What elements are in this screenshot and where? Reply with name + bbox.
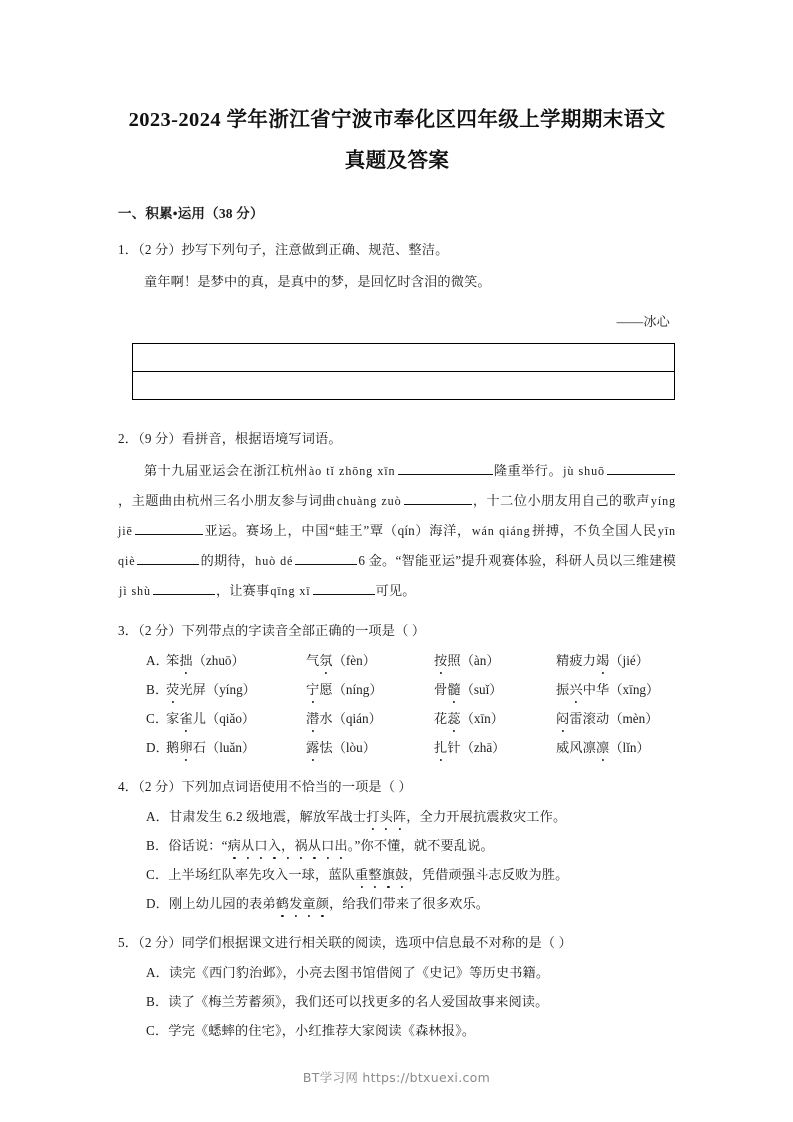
- question-4-options: [118, 802, 676, 918]
- q2-pinyin-7: huò dé: [255, 554, 294, 568]
- q2-text-1: 第十九届亚运会在浙江杭州: [144, 463, 308, 478]
- option-label: B．: [146, 838, 169, 853]
- option-text: 威风凛: [556, 740, 597, 755]
- q2-text-3: ，主题曲由杭州三名小朋友参与词曲: [118, 493, 336, 508]
- q2-text-2: 隆重举行。: [493, 463, 563, 478]
- option-text: ，给我们带来了很多欢乐。: [329, 896, 490, 911]
- handwriting-row[interactable]: [133, 344, 674, 371]
- option-label: D．: [146, 740, 170, 755]
- option-text: 笨: [166, 653, 180, 668]
- option-text: 振: [556, 682, 570, 697]
- option-pinyin: （xīn）: [460, 711, 504, 726]
- option-label: C．: [146, 867, 169, 882]
- option-item: [556, 675, 659, 704]
- option-pinyin: （lòu）: [332, 740, 376, 755]
- option-pinyin: （yíng）: [206, 682, 256, 697]
- option-row[interactable]: A．读完《西门豹治邺》，小亮去图书馆借阅了《史记》等历史书籍。: [146, 965, 550, 980]
- dotted-emphasis: 雀: [179, 711, 193, 726]
- q2-pinyin-4: yíng jiē: [118, 494, 676, 538]
- option-pinyin: （fèn）: [332, 653, 376, 668]
- question-3-stem: 3．（2 分）下列带点的字读音全部正确的一项是（ ）: [118, 623, 426, 638]
- dotted-emphasis: 蕊: [447, 711, 461, 726]
- option-text: 照: [447, 653, 461, 668]
- option-row[interactable]: [118, 889, 676, 918]
- dotted-emphasis: 宁: [306, 682, 320, 697]
- q2-pinyin-8: jì shù: [119, 584, 151, 598]
- option-item: [166, 733, 306, 762]
- option-row[interactable]: [118, 860, 676, 889]
- option-label: D．: [146, 896, 170, 911]
- question-5-stem: 5．（2 分）同学们根据课文进行相关联的阅读，选项中信息最不对称的是（ ）: [118, 935, 572, 950]
- question-1-attribution: ——冰心: [616, 314, 670, 329]
- option-item: [166, 646, 306, 675]
- option-row[interactable]: [118, 704, 676, 733]
- option-item: [306, 675, 434, 704]
- question-4: [118, 772, 676, 918]
- q2-text-10: 可见。: [375, 583, 416, 598]
- option-text: 雷滚动: [569, 711, 610, 726]
- dotted-emphasis: 病从口入，祸从口出: [227, 838, 348, 853]
- option-item: [306, 704, 434, 733]
- q2-text-9: ，让赛事: [215, 583, 270, 598]
- q2-blank-2[interactable]: [607, 459, 675, 475]
- option-text: 中华: [582, 682, 610, 697]
- option-label: C．: [146, 711, 169, 726]
- dotted-emphasis: 拙: [179, 653, 193, 668]
- question-3-options: [118, 646, 676, 762]
- q2-blank-1[interactable]: [398, 459, 493, 475]
- section-heading: 一、积累•运用（38 分）: [118, 206, 264, 221]
- q2-text-6: 拼搏，不负全国人民: [531, 523, 657, 538]
- question-5-options: [118, 958, 676, 1045]
- option-pinyin: （qián）: [332, 711, 382, 726]
- handwriting-answer-box[interactable]: [132, 343, 675, 400]
- option-text: 愿: [319, 682, 333, 697]
- question-1: [118, 235, 676, 400]
- option-text: 刚上幼儿园的表弟: [169, 896, 276, 911]
- dotted-emphasis: 扎: [434, 740, 448, 755]
- question-4-stem: 4．（2 分）下列加点词语使用不恰当的一项是（ ）: [118, 779, 412, 794]
- question-1-sentence: 童年啊！是梦中的真，是真中的梦，是回忆时含泪的微笑。: [144, 274, 491, 289]
- option-pinyin: （mèn）: [609, 711, 659, 726]
- dotted-emphasis: 露: [306, 740, 320, 755]
- q2-text-8: 6 金。“智能亚运”提升观赛体验，科研人员以三维建模: [358, 553, 677, 568]
- question-2-stem: 2．（9 分）看拼音，根据语境写词语。: [118, 431, 342, 446]
- option-text: 家: [166, 711, 180, 726]
- dotted-emphasis: 按: [434, 653, 448, 668]
- option-text: ，凭借顽强斗志反败为胜。: [408, 867, 569, 882]
- option-item: [166, 675, 306, 704]
- option-item: [166, 704, 306, 733]
- q2-pinyin-5: wán qiáng: [471, 524, 531, 538]
- question-5: [118, 928, 676, 1045]
- option-item: [556, 733, 650, 762]
- title-line-2: 真题及答案: [344, 150, 450, 172]
- dotted-emphasis: 鹤发童颜: [275, 896, 330, 911]
- option-text: 石: [192, 740, 207, 755]
- dotted-emphasis: 氛: [319, 653, 333, 668]
- option-text: 光屏: [179, 682, 207, 697]
- option-text: ，全力开展抗震救灾工作。: [406, 809, 567, 824]
- option-label: B．: [146, 682, 169, 697]
- q2-pinyin-9: qīng xī: [270, 584, 311, 598]
- option-pinyin: （luǎn）: [206, 740, 256, 755]
- q2-pinyin-1: ào tǐ zhōng xīn: [308, 464, 396, 478]
- option-item: [434, 704, 556, 733]
- dotted-emphasis: 竭: [596, 653, 610, 668]
- option-row[interactable]: [118, 646, 676, 675]
- option-pinyin: （suǐ）: [460, 682, 503, 697]
- option-pinyin: （jié）: [609, 653, 649, 668]
- dotted-emphasis: 凛: [596, 740, 610, 755]
- option-label: A．: [146, 653, 170, 668]
- q2-blank-6[interactable]: [295, 549, 357, 565]
- q2-pinyin-6: yīn qiè: [118, 524, 676, 568]
- page-title: [118, 100, 676, 182]
- question-2-passage: [118, 456, 676, 606]
- option-pinyin: （xīng）: [609, 682, 660, 697]
- option-text: 水: [319, 711, 333, 726]
- option-row[interactable]: B．读了《梅兰芳蓄须》，我们还可以找更多的名人爱国故事来阅读。: [146, 994, 549, 1009]
- option-row[interactable]: [118, 733, 676, 762]
- option-text: 针: [447, 740, 461, 755]
- option-text: 精疲力: [556, 653, 597, 668]
- option-item: [434, 733, 556, 762]
- option-pinyin: （lǐn）: [609, 740, 650, 755]
- option-pinyin: （zhuō）: [192, 653, 245, 668]
- option-text: 怯: [319, 740, 333, 755]
- option-item: [556, 646, 649, 675]
- option-item: [434, 646, 556, 675]
- q2-pinyin-3: chuàng zuò: [336, 494, 402, 508]
- dotted-emphasis: 髓: [447, 682, 461, 697]
- q2-text-7: 的期待，: [200, 553, 255, 568]
- question-1-stem: 1．（2 分）抄写下列句子，注意做到正确、规范、整洁。: [118, 242, 449, 257]
- option-item: [556, 704, 658, 733]
- dotted-emphasis: 潜: [306, 711, 320, 726]
- option-text: 花: [434, 711, 448, 726]
- option-text: 上半场红队率先攻入一球，蓝队: [168, 867, 356, 882]
- option-item: [306, 646, 434, 675]
- dotted-emphasis: 荧: [166, 682, 180, 697]
- q2-pinyin-2: jù shuō: [563, 464, 606, 478]
- q2-blank-8[interactable]: [313, 579, 375, 595]
- footer-watermark: BT学习网 https://btxuexi.com: [302, 1070, 491, 1085]
- option-pinyin: （zhā）: [460, 740, 506, 755]
- q2-blank-5[interactable]: [137, 549, 199, 565]
- option-text: 鹅: [166, 740, 180, 755]
- option-text: 骨: [434, 682, 448, 697]
- option-row[interactable]: [118, 831, 676, 860]
- question-2: [118, 424, 676, 606]
- page-content: [118, 0, 676, 1045]
- option-text: 俗话说：“: [168, 838, 228, 853]
- option-row[interactable]: [118, 675, 676, 704]
- option-pinyin: （àn）: [460, 653, 500, 668]
- handwriting-row[interactable]: [133, 371, 674, 399]
- option-item: [306, 733, 434, 762]
- dotted-emphasis: 兴: [569, 682, 583, 697]
- option-text: 甘肃发生 6.2 级地震，解放军战士: [169, 809, 367, 824]
- option-pinyin: （qiǎo）: [206, 711, 256, 726]
- option-text: 。”你不懂，就不要乱说。: [347, 838, 494, 853]
- option-label: A．: [146, 809, 170, 824]
- option-pinyin: （níng）: [332, 682, 383, 697]
- q2-text-4: ，十二位小朋友用自己的歌声: [472, 493, 650, 508]
- q2-blank-4[interactable]: [135, 519, 203, 535]
- option-item: [434, 675, 556, 704]
- question-3: [118, 616, 676, 762]
- dotted-emphasis: 卵: [179, 740, 193, 755]
- q2-blank-7[interactable]: [153, 579, 215, 595]
- dotted-emphasis: 闷: [556, 711, 570, 726]
- dotted-emphasis: 重整旗鼓: [355, 867, 409, 882]
- q2-blank-3[interactable]: [404, 489, 472, 505]
- option-row[interactable]: C．学完《蟋蟀的住宅》，小红推荐大家阅读《森林报》。: [146, 1023, 476, 1038]
- title-line-1: 2023-2024 学年浙江省宁波市奉化区四年级上学期期末语文: [128, 109, 666, 131]
- option-text: 气: [306, 653, 320, 668]
- dotted-emphasis: 打头阵: [366, 809, 407, 824]
- option-row[interactable]: [118, 802, 676, 831]
- q2-text-5: 亚运。赛场上，中国“蛙王”覃（qín）海洋，: [203, 523, 471, 538]
- option-text: 儿: [192, 711, 207, 726]
